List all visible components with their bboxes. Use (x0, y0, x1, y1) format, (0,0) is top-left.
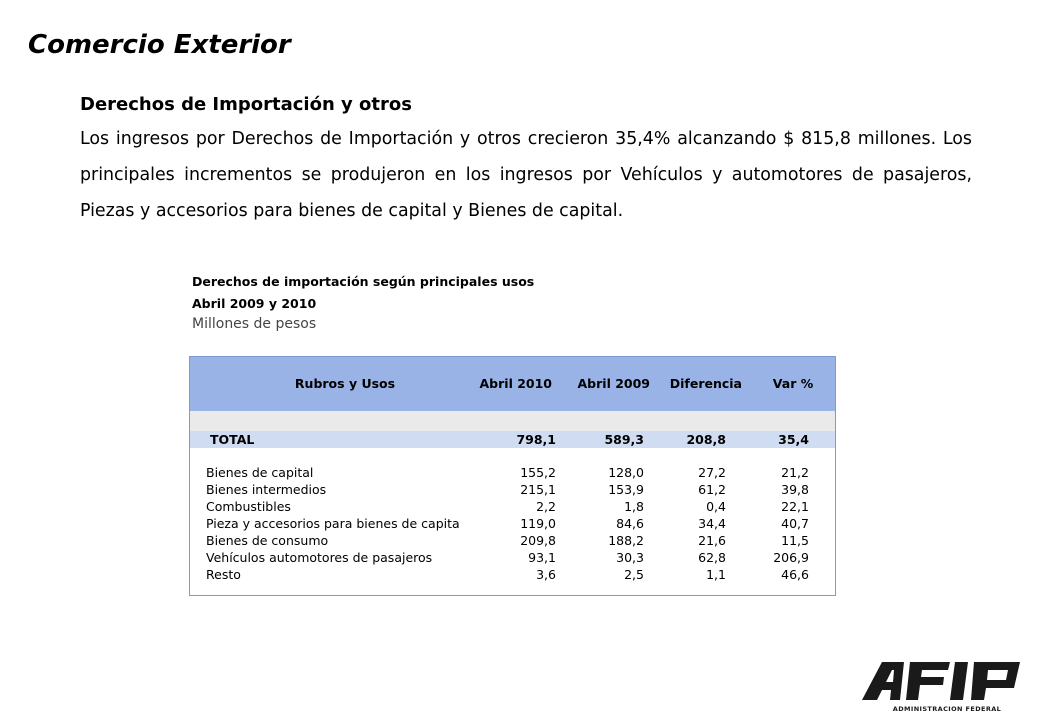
row-label: Resto (206, 567, 241, 582)
total-var: 35,4 (778, 432, 809, 447)
afip-logo-mark (862, 662, 1020, 700)
table-caption-unit: Millones de pesos (192, 316, 317, 332)
row-var: 11,5 (781, 533, 809, 548)
row-label: Vehículos automotores de pasajeros (206, 550, 433, 565)
page-title: Comercio Exterior (28, 30, 291, 60)
row-diferencia: 34,4 (698, 516, 726, 531)
row-2010: 2,2 (536, 499, 556, 514)
row-2010: 155,2 (520, 465, 556, 480)
afip-logo-subtitle: ADMINISTRACION FEDERAL (892, 705, 1002, 713)
header-diferencia: Diferencia (669, 376, 742, 391)
table-caption (192, 271, 534, 336)
row-2009: 188,2 (608, 533, 644, 548)
row-label: Bienes de consumo (206, 533, 329, 548)
row-diferencia: 1,1 (706, 567, 726, 582)
row-2009: 30,3 (616, 550, 644, 565)
row-var: 206,9 (773, 550, 809, 565)
summary-paragraph: Los ingresos por Derechos de Importación y otros crecieron 35,4% alcanzando $ 815,8 millones. Los principales incrementos se produjeron en los ingresos por Vehículos y automotores de pasajeros, Piezas y accesorios para bienes de capital y Bienes de capital. (80, 129, 972, 221)
row-var: 21,2 (781, 465, 809, 480)
header-rubros: Rubros y Usos (294, 376, 396, 391)
header-var: Var % (772, 376, 814, 391)
row-label: Combustibles (206, 499, 291, 514)
total-2009: 589,3 (604, 432, 644, 447)
row-diferencia: 27,2 (698, 465, 726, 480)
row-diferencia: 62,8 (698, 550, 726, 565)
row-2010: 93,1 (528, 550, 556, 565)
row-2009: 128,0 (608, 465, 644, 480)
table-caption-title: Derechos de importación según principales usos (192, 274, 535, 289)
row-label: Bienes intermedios (206, 482, 327, 497)
row-var: 22,1 (781, 499, 809, 514)
row-var: 46,6 (781, 567, 809, 582)
afip-logo (860, 658, 1025, 714)
row-2010: 119,0 (520, 516, 556, 531)
row-2009: 1,8 (624, 499, 644, 514)
header-abril-2010: Abril 2010 (479, 376, 552, 391)
row-2009: 2,5 (624, 567, 644, 582)
row-2009: 84,6 (616, 516, 644, 531)
row-label: Bienes de capital (206, 465, 314, 480)
total-2010: 798,1 (516, 432, 556, 447)
content-section (80, 94, 972, 229)
row-2009: 153,9 (608, 482, 644, 497)
import-duties-table (189, 356, 836, 596)
row-var: 40,7 (781, 516, 809, 531)
row-2010: 209,8 (520, 533, 556, 548)
row-diferencia: 21,6 (698, 533, 726, 548)
total-diferencia: 208,8 (686, 432, 726, 447)
row-var: 39,8 (781, 482, 809, 497)
header-abril-2009: Abril 2009 (577, 376, 650, 391)
row-diferencia: 0,4 (706, 499, 726, 514)
total-label: TOTAL (210, 432, 255, 447)
row-2010: 3,6 (536, 567, 556, 582)
row-2010: 215,1 (520, 482, 556, 497)
table-spacer-band (190, 411, 835, 431)
table-caption-period: Abril 2009 y 2010 (192, 295, 317, 311)
row-diferencia: 61,2 (698, 482, 726, 497)
section-title: Derechos de Importación y otros (80, 94, 412, 115)
row-label: Pieza y accesorios para bienes de capita (206, 516, 460, 531)
